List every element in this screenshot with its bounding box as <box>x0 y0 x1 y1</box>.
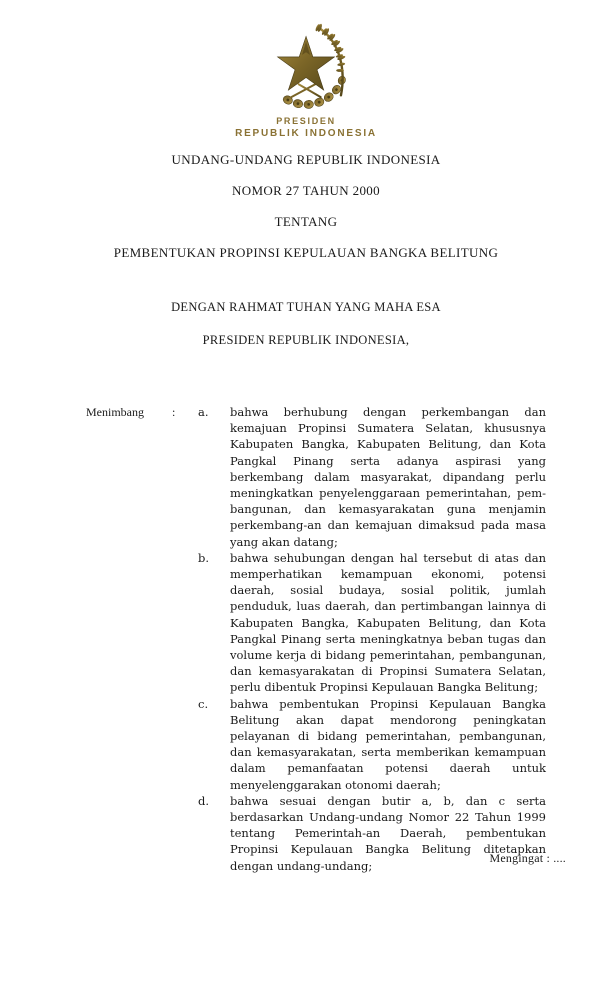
list-item <box>198 696 546 793</box>
footer-block <box>0 849 612 867</box>
list-item-text: bahwa berhubung dengan perkembangan dan kemajuan Propinsi Sumatera Selatan, khususnya Kabupaten Bangka, Kabupaten Belitung, dan Kota Pangkal Pinang serta adanya aspirasi yang berkembang dalam masyarakat, dipandang perlu meningkatkan penyelenggaraan pemerintahan, pem-bangunan, dan kemasyarakatan guna menjamin perkembang-an dan kemajuan dimaksud pada masa yang akan datang; <box>230 405 546 549</box>
list-item-text: bahwa pembentukan Propinsi Kepulauan Bangka Belitung akan dapat mendorong peningkatan pelayanan di bidang pemerintahan, pembangunan, dan kemasyarakatan, serta memberikan kemampuan dalam pemanfaatan potensi daerah untuk menyelenggarakan otonomi daerah; <box>230 696 546 792</box>
emblem-caption-line2: REPUBLIK INDONESIA <box>235 127 377 139</box>
emblem-block <box>0 18 612 139</box>
preamble-president: PRESIDEN REPUBLIK INDONESIA, <box>202 333 410 347</box>
considerations-section <box>86 404 546 874</box>
list-item-text: bahwa sehubungan dengan hal tersebut di atas dan memperhatikan kemampuan ekonomi, potensi daerah, sosial budaya, sosial politik, jumlah penduduk, luas daerah, dan pertimbangan lainnya di Kabupaten Bangka, Kabupaten Belitung, dan Kota Pangkal Pinang serta meningkatnya beban tugas dan volume kerja di bidang pemerintahan, pembangunan, dan kemasyarakatan di Propinsi Sumatera Selatan, perlu dibentuk Propinsi Kepulauan Bangka Belitung; <box>230 550 546 695</box>
list-item-marker: b. <box>198 550 210 565</box>
list-item-text: bahwa sesuai dengan butir a, b, dan c serta berdasarkan Undang-undang Nomor 22 Tahun 1999 tentang Pemerintah-an Daerah, pembentukan Propinsi Kepulauan Bangka Belitung ditetapkan dengan undang-undang; <box>230 793 546 873</box>
title-subject: PEMBENTUKAN PROPINSI KEPULAUAN BANGKA BELITUNG <box>113 245 499 260</box>
considerations-label: Menimbang <box>86 405 144 419</box>
preamble-blessing: DENGAN RAHMAT TUHAN YANG MAHA ESA <box>171 300 441 314</box>
considerations-list <box>198 404 546 874</box>
list-item <box>198 550 546 696</box>
emblem-caption-line1: PRESIDEN <box>276 116 336 126</box>
considerations-row <box>86 404 546 874</box>
list-item-marker: c. <box>198 696 209 711</box>
title-about-label: TENTANG <box>274 214 338 229</box>
considerations-colon: : <box>172 405 176 419</box>
preamble-block <box>0 300 612 348</box>
indonesia-presidential-emblem-icon <box>260 18 352 110</box>
emblem-caption <box>0 116 612 139</box>
list-item <box>198 404 546 550</box>
document-title-block <box>0 152 612 260</box>
list-item-marker: a. <box>198 405 209 419</box>
list-item-marker: d. <box>198 793 210 808</box>
title-law-number: NOMOR 27 TAHUN 2000 <box>231 183 380 198</box>
continuation-note: Mengingat : .... <box>489 851 566 865</box>
title-law-name: UNDANG-UNDANG REPUBLIK INDONESIA <box>171 152 441 167</box>
